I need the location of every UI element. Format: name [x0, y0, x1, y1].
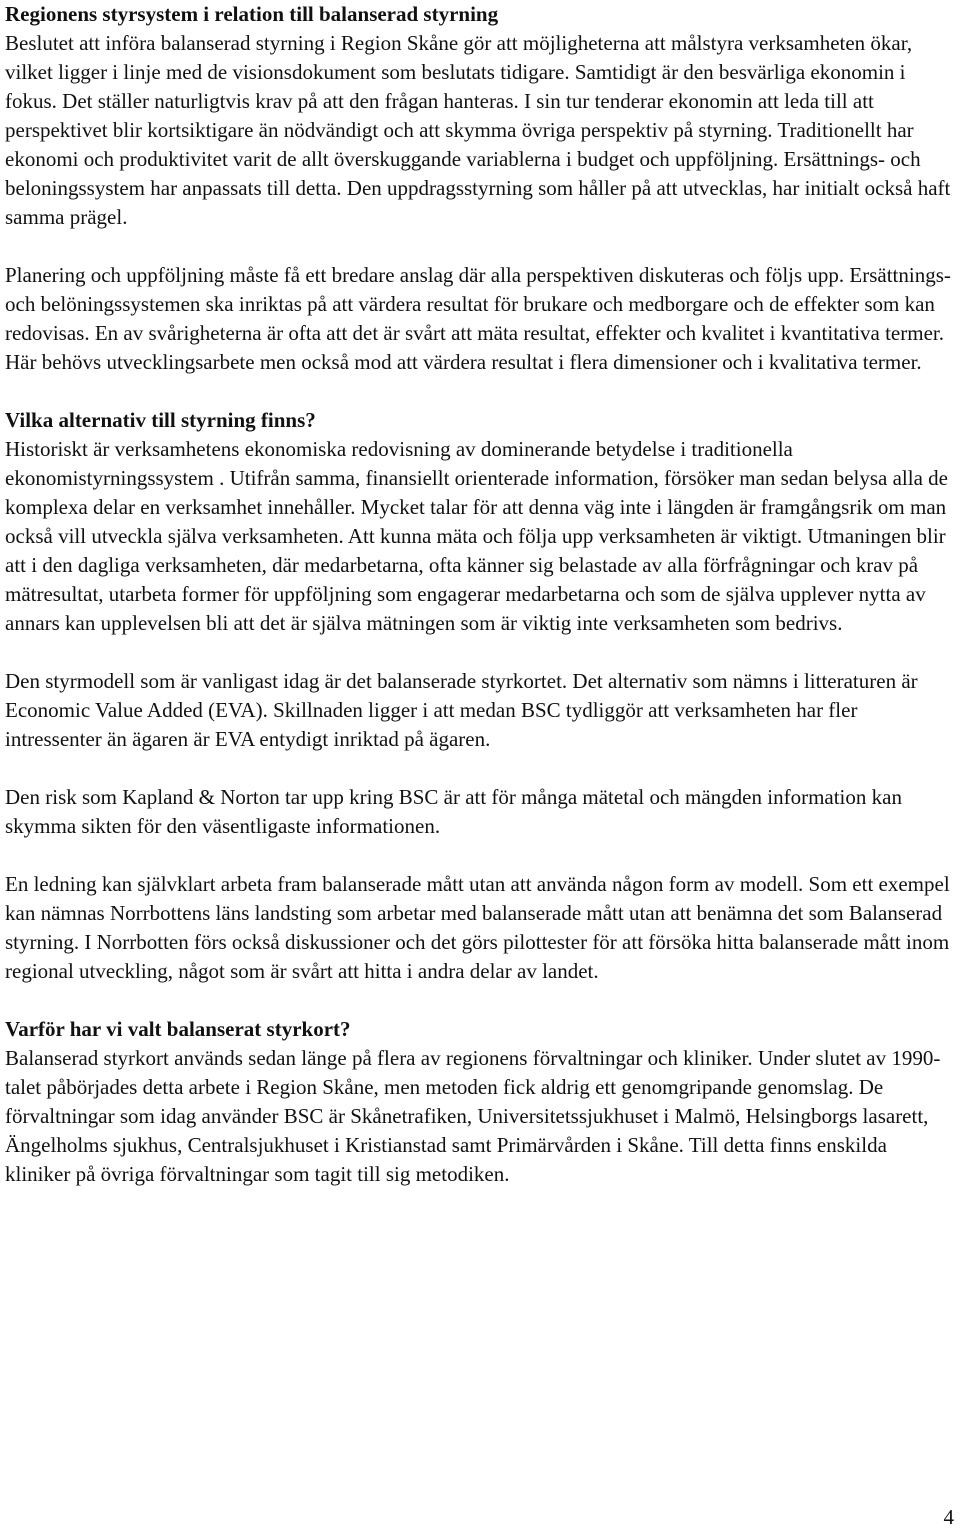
paragraph: Den styrmodell som är vanligast idag är det balanserade styrkortet. Det alternativ som nämns i litteraturen är Economic Value Added (EVA). Skillnaden ligger i att medan BSC tydliggör att verksamheten har fler intressenter än ägaren är EVA entydigt inriktad på ägaren. [5, 669, 918, 751]
section-heading: Regionens styrsystem i relation till balanserad styrning [5, 2, 499, 26]
paragraph-spacer [5, 754, 956, 783]
paragraph: Beslutet att införa balanserad styrning i Region Skåne gör att möjligheterna att målstyra verksamheten ökar, vilket ligger i linje med de visionsdokument som beslutats tidigare. Samtidigt är den besvärliga ekonomin i fokus. Det ställer naturligtvis krav på att den frågan hanteras. I sin tur tenderar ekonomin att leda till att perspektivet blir kortsiktigare än nödvändigt och att skymma övriga perspektiv på styrning. Traditionellt har ekonomi och produktivitet varit de allt överskuggande variablerna i budget och uppföljning. Ersättnings- och beloningssystem har anpassats till detta. Den uppdragsstyrning som håller på att utvecklas, har initialt också haft samma prägel. [5, 31, 951, 229]
paragraph: Historiskt är verksamhetens ekonomiska redovisning av dominerande betydelse i traditionella ekonomistyrningssystem . Utifrån samma, finansiellt orienterade information, försöker man sedan belysa alla de komplexa delar en verksamhet innehåller. Mycket talar för att denna väg inte i längden är framgångsrik om man också vill utveckla själva verksamheten. Att kunna mäta och följa upp verksamheten är viktigt. Utmaningen blir att i den dagliga verksamheten, där medarbetarna, ofta känner sig belastade av alla förfrågningar och krav på mätresultat, utarbeta former för uppföljning som engagerar medarbetarna och som de själva upplever nytta av annars kan upplevelsen bli att det är själva mätningen som är viktig inte verksamheten som bedrivs. [5, 437, 948, 635]
section-heading: Varför har vi valt balanserat styrkort? [5, 1017, 351, 1041]
paragraph: En ledning kan självklart arbeta fram balanserade mått utan att använda någon form av modell. Som ett exempel kan nämnas Norrbottens läns landsting som arbetar med balanserade mått utan att benämna det som Balanserad styrning. I Norrbotten förs också diskussioner och det görs pilottester för att försöka hitta balanserade mått inom regional utveckling, något som är svårt att hitta i andra delar av landet. [5, 872, 950, 983]
paragraph: Planering och uppföljning måste få ett bredare anslag där alla perspektiven diskuteras och följs upp. Ersättnings- och belöningssystemen ska inriktas på att värdera resultat för brukare och medborgare och de effekter som kan redovisas. En av svårigheterna är ofta att det är svårt att mäta resultat, effekter och kvalitet i kvantitativa termer. Här behövs utvecklingsarbete men också mod att värdera resultat i flera dimensioner och i kvalitativa termer. [5, 263, 951, 374]
paragraph-spacer [5, 841, 956, 870]
section-spacer [5, 377, 956, 406]
paragraph: Balanserad styrkort används sedan länge på flera av regionens förvaltningar och kliniker. Under slutet av 1990-talet påbörjades detta arbete i Region Skåne, men metoden fick aldrig ett genomgripande genomslag. De förvaltningar som idag använder BSC är Skånetrafiken, Universitetssjukhuset i Malmö, Helsingborgs lasarett, Ängelholms sjukhus, Centralsjukhuset i Kristianstad samt Primärvården i Skåne. Till detta finns enskilda kliniker på övriga förvaltningar som tagit till sig metodiken. [5, 1046, 941, 1186]
section-styrsystem [5, 0, 956, 377]
paragraph-spacer [5, 232, 956, 261]
paragraph: Den risk som Kapland & Norton tar upp kring BSC är att för många mätetal och mängden information kan skymma sikten för den väsentligaste informationen. [5, 785, 902, 838]
section-alternativ [5, 406, 956, 986]
section-heading: Vilka alternativ till styrning finns? [5, 408, 316, 432]
page-number: 4 [943, 1505, 954, 1529]
section-spacer [5, 986, 956, 1015]
paragraph-spacer [5, 638, 956, 667]
section-varfor [5, 1015, 956, 1189]
